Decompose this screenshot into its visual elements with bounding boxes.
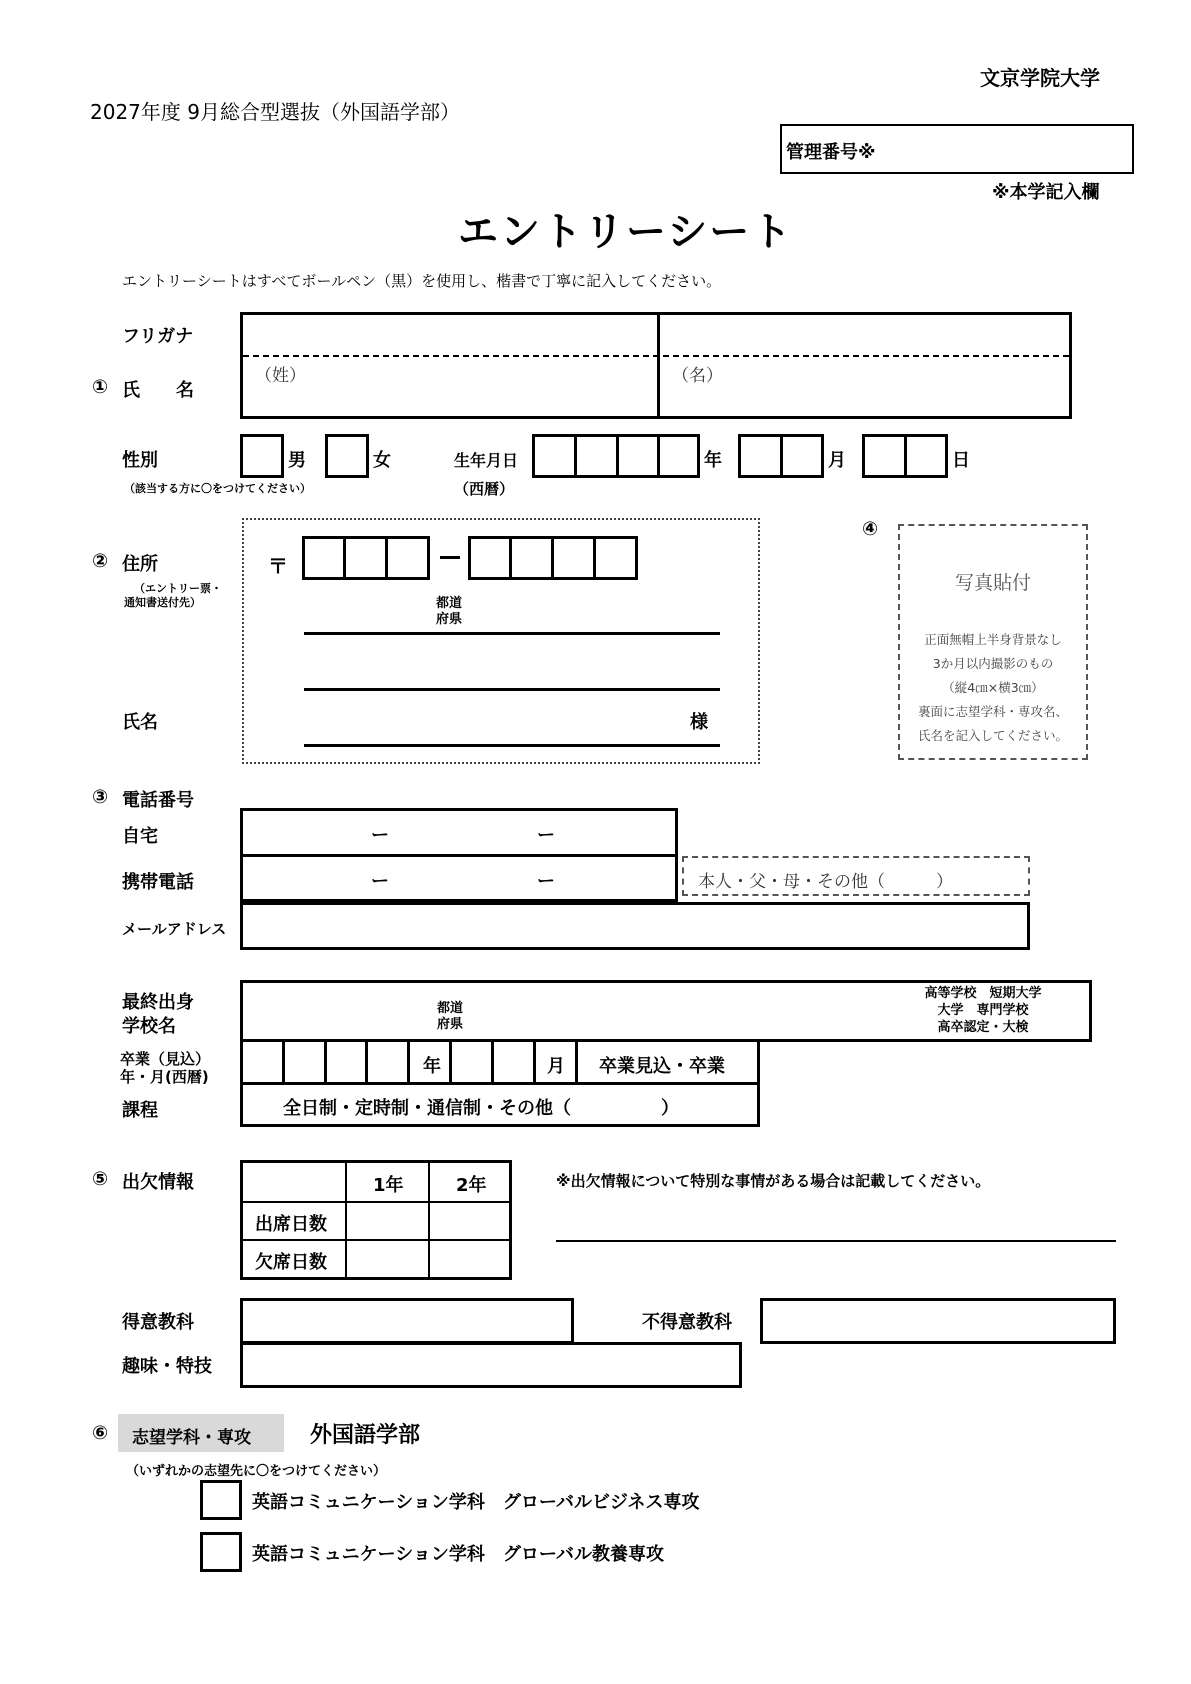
postal-mark: 〒 bbox=[268, 554, 288, 578]
photo-line: （縦4㎝×横3㎝） bbox=[942, 680, 1044, 695]
mobile-phone-dash-1: ー bbox=[371, 871, 389, 892]
photo-line: 裏面に志望学科・専攻名、 bbox=[917, 704, 1068, 719]
prefecture-label-1: 都道 bbox=[436, 596, 463, 611]
female-checkbox[interactable] bbox=[325, 434, 369, 478]
graduation-year-field[interactable] bbox=[243, 1042, 407, 1082]
graduation-row bbox=[240, 1039, 760, 1085]
option2-checkbox[interactable] bbox=[200, 1532, 242, 1572]
female-label: 女 bbox=[373, 450, 391, 471]
surname-field[interactable] bbox=[243, 357, 657, 416]
faculty-name: 外国語学部 bbox=[310, 1423, 421, 1448]
birth-day-unit: 日 bbox=[952, 450, 970, 471]
instruction-text: エントリーシートはすべてボールペン（黒）を使用し、楷書で丁寧に記入してください。 bbox=[122, 272, 722, 290]
school-type-options[interactable] bbox=[883, 985, 1083, 1036]
absent-days-year1[interactable] bbox=[347, 1241, 428, 1277]
address-line-1[interactable] bbox=[304, 632, 720, 635]
good-subject-field[interactable] bbox=[240, 1298, 574, 1344]
recipient-name-label: 氏名 bbox=[122, 712, 158, 733]
attendance-note-line[interactable] bbox=[556, 1240, 1116, 1242]
school-type-line: 高卒認定・大検 bbox=[937, 1020, 1029, 1035]
postal-second-sep-1 bbox=[509, 539, 512, 577]
photo-instructions bbox=[900, 628, 1086, 748]
furigana-label: フリガナ bbox=[122, 326, 194, 347]
graduation-month-field[interactable] bbox=[452, 1042, 533, 1082]
home-phone-dash-1: ー bbox=[371, 825, 389, 846]
email-field[interactable] bbox=[240, 902, 1030, 950]
section-number-1: ① bbox=[92, 376, 109, 398]
graduation-year-unit: 年 bbox=[423, 1056, 441, 1077]
school-prefecture-2: 府県 bbox=[437, 1017, 464, 1032]
admin-number-box[interactable] bbox=[780, 124, 1134, 174]
attendance-row-absent: 欠席日数 bbox=[255, 1252, 327, 1273]
section-number-2: ② bbox=[92, 550, 109, 572]
section-number-3: ③ bbox=[92, 786, 109, 808]
address-label: 住所 bbox=[122, 554, 158, 575]
birth-date-label: 生年月日 bbox=[454, 451, 519, 470]
grad-sep-4 bbox=[407, 1042, 410, 1082]
school-name-field[interactable] bbox=[240, 980, 1092, 1042]
home-phone-dash-2: ー bbox=[537, 825, 555, 846]
section-number-6: ⑥ bbox=[92, 1422, 109, 1444]
office-use-note: ※本学記入欄 bbox=[992, 182, 1100, 203]
option2-label: 英語コミュニケーション学科 グローバル教養専攻 bbox=[252, 1544, 665, 1565]
gender-label: 性別 bbox=[122, 450, 158, 471]
choice-label-bg bbox=[118, 1414, 284, 1452]
postal-first-sep-1 bbox=[343, 539, 346, 577]
course-field[interactable] bbox=[240, 1082, 760, 1127]
attendance-row-present: 出席日数 bbox=[255, 1214, 327, 1235]
birth-year-field[interactable] bbox=[532, 434, 700, 478]
selection-title: 2027年度 9月総合型選抜（外国語学部） bbox=[90, 100, 460, 124]
postal-second-sep-3 bbox=[593, 539, 596, 577]
attendance-col-year1: 1年 bbox=[373, 1175, 404, 1196]
attendance-col-year2: 2年 bbox=[456, 1175, 487, 1196]
graduation-month-unit: 月 bbox=[547, 1056, 565, 1077]
birth-year-sep-3 bbox=[657, 437, 660, 475]
absent-days-year2[interactable] bbox=[430, 1241, 509, 1277]
address-note-line2: 通知書送付先） bbox=[124, 596, 201, 609]
choice-note: （いずれかの志望先に〇をつけてください） bbox=[126, 1464, 387, 1479]
school-label-line2: 学校名 bbox=[122, 1016, 176, 1037]
birth-day-field[interactable] bbox=[862, 434, 948, 478]
home-phone-label: 自宅 bbox=[122, 826, 158, 847]
grad-sep-8 bbox=[575, 1042, 578, 1082]
section-number-4: ④ bbox=[862, 518, 879, 540]
birth-day-sep bbox=[904, 437, 907, 475]
grad-sep-7 bbox=[533, 1042, 536, 1082]
school-type-line: 大学 専門学校 bbox=[937, 1003, 1029, 1018]
option1-checkbox[interactable] bbox=[200, 1480, 242, 1520]
recipient-name-line[interactable] bbox=[304, 744, 720, 747]
hobby-field[interactable] bbox=[240, 1342, 742, 1388]
university-name: 文京学院大学 bbox=[980, 66, 1100, 90]
mobile-owner-box[interactable] bbox=[682, 856, 1030, 896]
attendance-table bbox=[240, 1160, 512, 1280]
birth-month-sep bbox=[780, 437, 783, 475]
prefecture-label-2: 府県 bbox=[436, 612, 463, 627]
weak-subject-field[interactable] bbox=[760, 1298, 1116, 1344]
present-days-year2[interactable] bbox=[430, 1203, 509, 1239]
graduation-label-line2: 年・月(西暦) bbox=[120, 1068, 209, 1086]
attendance-note: ※出欠情報について特別な事情がある場合は記載してください。 bbox=[556, 1172, 991, 1190]
phone-box bbox=[240, 808, 678, 902]
option1-label: 英語コミュニケーション学科 グローバルビジネス専攻 bbox=[252, 1492, 700, 1513]
graduation-label-line1: 卒業（見込） bbox=[120, 1050, 211, 1068]
name-box bbox=[240, 312, 1072, 419]
course-label: 課程 bbox=[122, 1100, 158, 1121]
choice-label: 志望学科・専攻 bbox=[132, 1428, 251, 1448]
photo-box[interactable] bbox=[898, 524, 1088, 760]
given-name-hint: （名） bbox=[672, 366, 723, 386]
admin-number-label: 管理番号※ bbox=[786, 142, 876, 163]
mobile-phone-label: 携帯電話 bbox=[122, 872, 194, 893]
given-name-field[interactable] bbox=[660, 357, 1069, 416]
postal-code-first[interactable] bbox=[302, 536, 430, 580]
graduation-status-options[interactable]: 卒業見込・卒業 bbox=[599, 1056, 725, 1077]
school-label-line1: 最終出身 bbox=[122, 992, 194, 1013]
document-title: エントリーシート bbox=[458, 209, 794, 255]
mobile-phone-field[interactable] bbox=[243, 857, 675, 899]
photo-line: 3か月以内撮影のもの bbox=[932, 656, 1054, 671]
photo-line: 正面無帽上半身背景なし bbox=[924, 632, 1062, 647]
address-line-2[interactable] bbox=[304, 688, 720, 691]
email-label: メールアドレス bbox=[122, 920, 227, 938]
good-subject-label: 得意教科 bbox=[122, 1312, 194, 1333]
home-phone-field[interactable] bbox=[243, 811, 675, 854]
mobile-owner-options: 本人・父・母・その他（ ） bbox=[698, 872, 953, 892]
postal-code-second[interactable] bbox=[468, 536, 638, 580]
birth-month-field[interactable] bbox=[738, 434, 824, 478]
course-options: 全日制・定時制・通信制・その他（ ） bbox=[283, 1098, 679, 1119]
school-prefecture-1: 都道 bbox=[437, 1001, 464, 1016]
birth-year-sep-1 bbox=[574, 437, 577, 475]
postal-dash bbox=[440, 556, 460, 559]
photo-line: 氏名を記入してください。 bbox=[917, 728, 1068, 743]
male-label: 男 bbox=[288, 450, 306, 471]
section-number-5: ⑤ bbox=[92, 1168, 109, 1190]
surname-hint: （姓） bbox=[255, 366, 306, 386]
name-label: 氏 名 bbox=[122, 380, 194, 401]
school-type-line: 高等学校 短期大学 bbox=[924, 986, 1042, 1001]
weak-subject-label: 不得意教科 bbox=[642, 1312, 732, 1333]
birth-date-note: （西暦） bbox=[454, 480, 515, 498]
gender-note: （該当する方に〇をつけてください） bbox=[124, 482, 311, 495]
postal-second-sep-2 bbox=[551, 539, 554, 577]
honorific-sama: 様 bbox=[690, 712, 708, 733]
birth-year-unit: 年 bbox=[704, 450, 722, 471]
attendance-label: 出欠情報 bbox=[122, 1172, 194, 1193]
male-checkbox[interactable] bbox=[240, 434, 284, 478]
postal-first-sep-2 bbox=[385, 539, 388, 577]
hobby-label: 趣味・特技 bbox=[122, 1356, 212, 1377]
phone-label: 電話番号 bbox=[122, 790, 194, 811]
birth-month-unit: 月 bbox=[828, 450, 846, 471]
furigana-given-field[interactable] bbox=[660, 315, 1069, 355]
photo-title: 写真貼付 bbox=[954, 572, 1031, 594]
address-note-line1: （エントリー票・ bbox=[134, 582, 222, 595]
birth-year-sep-2 bbox=[616, 437, 619, 475]
present-days-year1[interactable] bbox=[347, 1203, 428, 1239]
mobile-phone-dash-2: ー bbox=[537, 871, 555, 892]
furigana-surname-field[interactable] bbox=[243, 315, 657, 355]
